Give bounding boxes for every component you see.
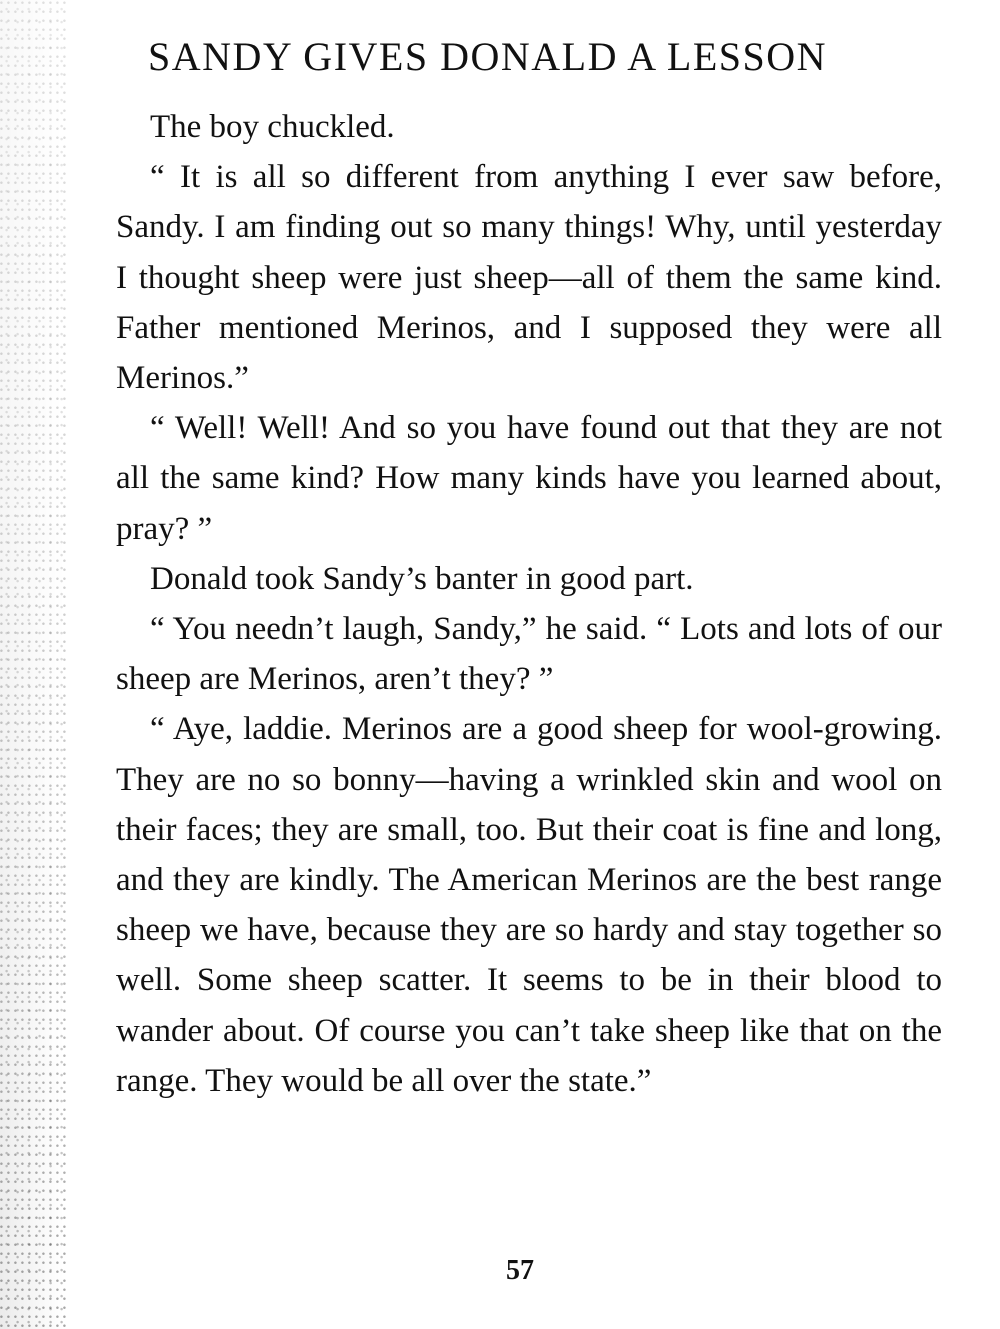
paragraph: “ It is all so different from anything I ever saw before, Sandy. I am finding out so many things! Why, until yesterday I thought sheep were just sheep—all of them the same kind. Father mentioned Merinos, and I supposed they were all Merinos.” [116,159,942,397]
paragraph: The boy chuckled. [150,109,395,145]
running-head: SANDY GIVES DONALD A LESSON [148,34,828,79]
page-gutter-shadow [0,0,70,1329]
paragraph: Donald took Sandy’s banter in good part. [150,560,694,597]
paragraph: “ Well! Well! And so you have found out that they are not all the same kind? How many kinds have you learned about, pray? ” [116,410,942,547]
paragraph: “ You needn’t laugh, Sandy,” he said. “ Lots and lots of our sheep are Merinos, aren’t they? ” [116,611,942,698]
body-text [116,102,942,1106]
page-number: 57 [506,1255,534,1286]
paragraph: “ Aye, laddie. Merinos are a good sheep for wool-growing. They are no so bonny—having a wrinkled skin and wool on their faces; they are small, too. But their coat is fine and long, and they are kindly. The American Merinos are the best range sheep we have, because they are so hardy and stay together so well. Some sheep scatter. It seems to be in their blood to wander about. Of course you can’t take sheep like that on the range. They would be all over the state.” [116,711,942,1099]
